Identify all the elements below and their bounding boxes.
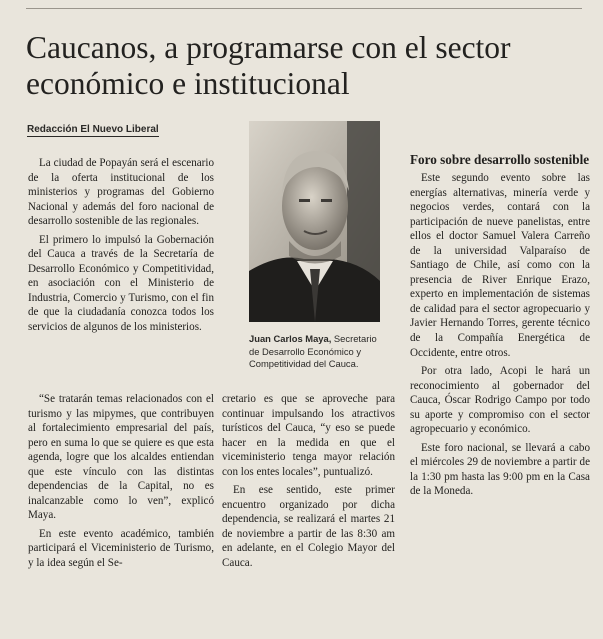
column-1 <box>28 156 214 335</box>
paragraph: En ese sentido, este primer encuentro organizado por dicha dependencia, se realizará el martes 21 de noviembre a partir de las 8:30 am en adelante, en el Colegio Mayor del Cauca. <box>222 484 395 570</box>
section-subhead: Foro sobre desarrollo sostenible <box>410 152 590 167</box>
paragraph: cretario es que se aproveche para continuar impulsando los atractivos turísticos del Cauca, “y eso se puede hacer en la medida en que el viceministerio tenga mayor relación con los entes locales”, puntualizó. <box>222 393 395 478</box>
paragraph: Este segundo evento sobre las energías alternativas, minería verde y negocios verdes, contará con la participación de nueve panelistas, entre ellos el doctor Samuel Valera Carreño de la universidad Valparaíso de Santiago de Chile, así como con la presencia de River Enrique Erazo, experto en implementación de sistemas de calidad para el sector agropecuario y Javier Hernando Torres, gerente técnico de la Compañía Energética de Occidente, entre otros. <box>410 172 590 359</box>
paragraph: Por otra lado, Acopi le hará un reconocimiento al gobernador del Cauca, Óscar Rodrigo Campo por todo su aporte y compromiso con el sector agropecuario y económico. <box>410 365 590 436</box>
column-2 <box>222 392 395 571</box>
paragraph: “Se tratarán temas relacionados con el turismo y las mipymes, que contribuyen al fortalecimiento empresarial del país, pero en suma lo que se quiere es que esta agenda, logre que los alcaldes entiendan que este vínculo con las distintas dependencias de la Capital, no es inalcanzable como lo ven”, explicó Maya. <box>28 393 214 522</box>
paragraph: Este foro nacional, se llevará a cabo el miércoles 29 de noviembre a partir de la 1:30 pm hasta las 9:00 pm en la Casa de la Moneda. <box>410 441 590 498</box>
caption-text: Secretario de Desarrollo Económico y Competitividad del Cauca. <box>249 333 377 370</box>
paragraph: La ciudad de Popayán será el escenario de la oferta institucional de los ministerios y programas del Gobierno Nacional y además del foro nacional de desarrollo sostenible de las regionales. <box>28 157 214 228</box>
photo-caption <box>249 333 389 371</box>
column-3 <box>410 152 590 499</box>
byline: Redacción El Nuevo Liberal <box>27 124 159 135</box>
paragraph: En este evento académico, también participará el Viceministerio de Turismo, y la idea según el Se- <box>28 527 214 570</box>
caption-name: Juan Carlos Maya, <box>249 333 332 344</box>
top-rule <box>26 8 582 9</box>
portrait-photo <box>249 121 380 322</box>
paragraph: El primero lo impulsó la Gobernación del Cauca a través de la Secretaría de Desarrollo Económico y Competitividad, en asociación con el Ministerio de Industria, Comercio y Turismo, con el fin de que la ciudadanía conozca todos los servicios de algunos de los ministerios. <box>28 233 214 334</box>
portrait-illustration <box>249 121 380 322</box>
headline: Caucanos, a programarse con el sector económico e institucional <box>26 30 511 101</box>
column-1-bottom <box>28 392 214 571</box>
